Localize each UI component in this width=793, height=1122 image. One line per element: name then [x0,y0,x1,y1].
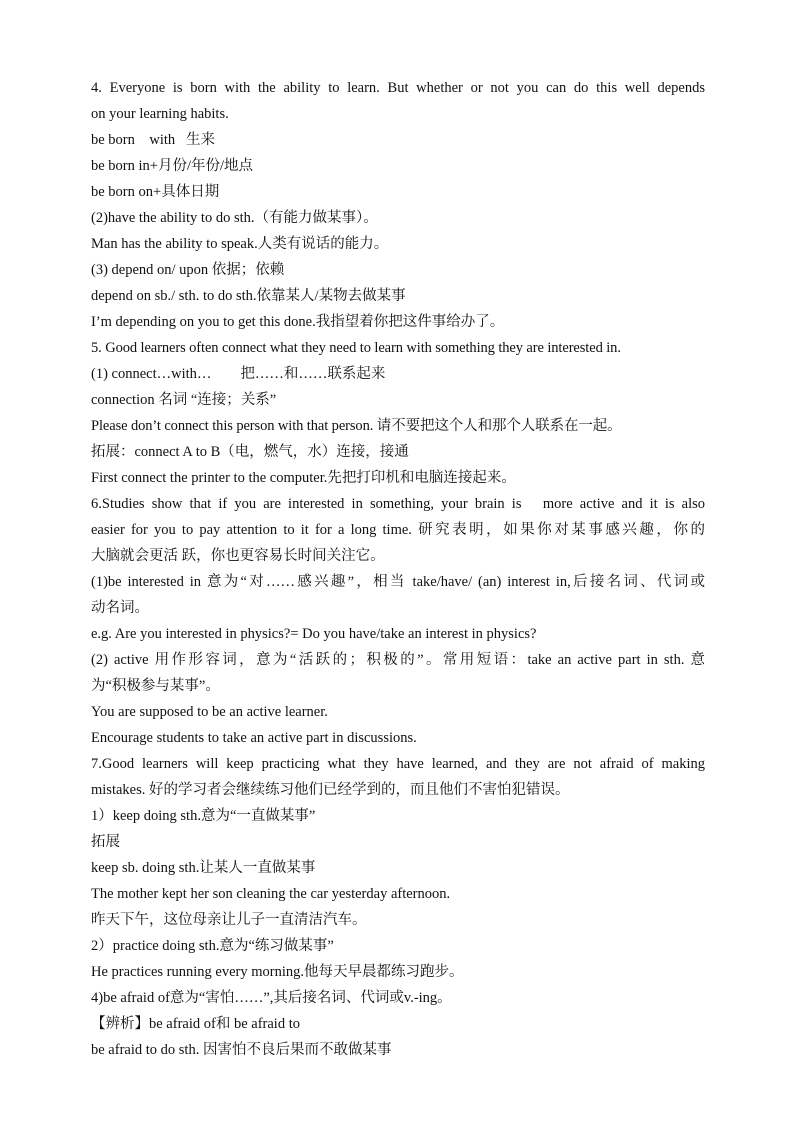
text-line: Please don’t connect this person with that person. 请不要把这个人和那个人联系在一起。 [91,418,622,434]
text-line: (1) connect…with… 把……和……联系起来 [91,366,386,382]
text-line: The mother kept her son cleaning the car yesterday afternoon. [91,886,451,902]
text-line: (1)be interested in 意为“对……感兴趣”，相当 take/have/ (an) interest in,后接名词、代词或 [91,574,705,590]
text-line: 【辨析】be afraid of和 be afraid to [91,1016,300,1032]
document-page [91,75,705,1063]
text-line: connection 名词 “连接；关系” [91,392,277,408]
text-line: I’m depending on you to get this done.我指望着你把这件事给办了。 [91,314,505,330]
text-line: (2)have the ability to do sth.（有能力做某事）。 [91,210,378,226]
text-line: 6.Studies show that if you are interested in something, your brain is more active and it is also [91,496,705,512]
text-line: keep sb. doing sth.让某人一直做某事 [91,860,316,876]
text-line: 5. Good learners often connect what they need to learn with something they are interested in. [91,340,621,356]
text-line: 为“积极参与某事”。 [91,678,220,694]
text-line: be born in+月份/年份/地点 [91,158,254,174]
text-line: 拓展：connect A to B（电，燃气，水）连接，接通 [91,444,409,460]
text-line: 动名词。 [91,600,149,616]
text-line: depend on sb./ sth. to do sth.依靠某人/某物去做某事 [91,288,406,304]
text-line: be afraid to do sth. 因害怕不良后果而不敢做某事 [91,1042,392,1058]
text-line: 大脑就会更活 跃，你也更容易长时间关注它。 [91,548,385,564]
text-line: He practices running every morning.他每天早晨都练习跑步。 [91,964,464,980]
text-line: 昨天下午，这位母亲让儿子一直清洁汽车。 [91,912,367,928]
text-line: You are supposed to be an active learner. [91,704,328,720]
text-line: 4. Everyone is born with the ability to learn. But whether or not you can do this well depends [91,80,705,96]
text-line: 1）keep doing sth.意为“一直做某事” [91,808,316,824]
text-line: on your learning habits. [91,106,229,122]
text-line: mistakes. 好的学习者会继续练习他们已经学到的，而且他们不害怕犯错误。 [91,782,570,798]
text-line: e.g. Are you interested in physics?= Do you have/take an interest in physics? [91,626,537,642]
text-line: be born on+具体日期 [91,184,220,200]
text-line: 2）practice doing sth.意为“练习做某事” [91,938,334,954]
text-line: First connect the printer to the computer.先把打印机和电脑连接起来。 [91,470,516,486]
text-line: Encourage students to take an active part in discussions. [91,730,417,746]
text-line: easier for you to pay attention to it for a long time. 研究表明，如果你对某事感兴趣，你的 [91,522,705,538]
text-line: 拓展 [91,834,120,850]
text-line: 4)be afraid of意为“害怕……”,其后接名词、代词或v.-ing。 [91,990,452,1006]
text-line: 7.Good learners will keep practicing what they have learned, and they are not afraid of making [91,756,705,772]
text-line: (2) active 用作形容词，意为“活跃的；积极的”。常用短语：take an active part in sth. 意 [91,652,705,668]
text-line: Man has the ability to speak.人类有说话的能力。 [91,236,389,252]
text-line: be born with 生来 [91,132,216,148]
text-line: (3) depend on/ upon 依据；依赖 [91,262,285,278]
